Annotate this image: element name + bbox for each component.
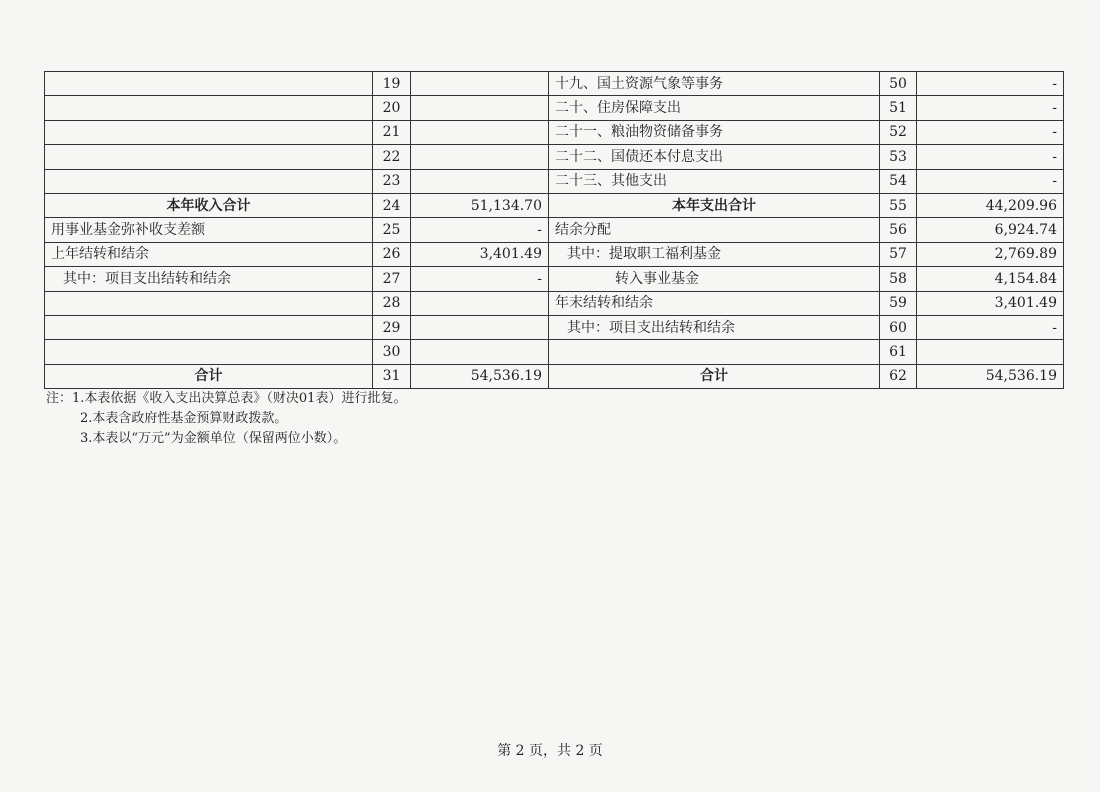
budget-table xyxy=(44,71,1064,389)
right-amount: - xyxy=(917,120,1064,144)
right-amount: 54,536.19 xyxy=(917,364,1064,388)
right-amount: 2,769.89 xyxy=(917,242,1064,266)
right-item-label: 其中：提取职工福利基金 xyxy=(549,242,880,266)
right-row-number: 62 xyxy=(880,364,917,388)
left-item-label xyxy=(45,291,373,315)
right-row-number: 60 xyxy=(880,315,917,339)
right-item-label: 其中：项目支出结转和结余 xyxy=(549,315,880,339)
left-row-number: 23 xyxy=(373,169,411,193)
right-row-number: 58 xyxy=(880,267,917,291)
left-row-number: 21 xyxy=(373,120,411,144)
left-amount xyxy=(411,169,549,193)
right-item-label: 二十一、粮油物资储备事务 xyxy=(549,120,880,144)
table-row xyxy=(45,364,1064,388)
table-row xyxy=(45,340,1064,364)
right-row-number: 57 xyxy=(880,242,917,266)
right-item-label: 合计 xyxy=(549,364,880,388)
right-amount: 44,209.96 xyxy=(917,193,1064,217)
right-row-number: 61 xyxy=(880,340,917,364)
page-number: 第 2 页，共 2 页 xyxy=(497,743,603,759)
left-amount: - xyxy=(411,267,549,291)
table-row xyxy=(45,193,1064,217)
right-row-number: 50 xyxy=(880,72,917,96)
left-item-label xyxy=(45,169,373,193)
right-item-label: 年末结转和结余 xyxy=(549,291,880,315)
right-row-number: 59 xyxy=(880,291,917,315)
left-row-number: 19 xyxy=(373,72,411,96)
table-row xyxy=(45,242,1064,266)
left-row-number: 24 xyxy=(373,193,411,217)
left-item-label xyxy=(45,145,373,169)
right-amount: - xyxy=(917,315,1064,339)
right-amount: 3,401.49 xyxy=(917,291,1064,315)
left-amount: 51,134.70 xyxy=(411,193,549,217)
right-row-number: 51 xyxy=(880,96,917,120)
table-row xyxy=(45,145,1064,169)
right-amount: - xyxy=(917,169,1064,193)
left-item-label: 合计 xyxy=(45,364,373,388)
right-item-label: 二十、住房保障支出 xyxy=(549,96,880,120)
right-item-label: 二十二、国债还本付息支出 xyxy=(549,145,880,169)
right-row-number: 56 xyxy=(880,218,917,242)
table-row xyxy=(45,218,1064,242)
left-item-label xyxy=(45,72,373,96)
table-row xyxy=(45,267,1064,291)
left-amount xyxy=(411,291,549,315)
table-row xyxy=(45,96,1064,120)
left-row-number: 27 xyxy=(373,267,411,291)
note-1: 注：1.本表依据《收入支出决算总表》（财决01表）进行批复。 xyxy=(46,391,407,406)
left-item-label: 上年结转和结余 xyxy=(45,242,373,266)
left-item-label: 本年收入合计 xyxy=(45,193,373,217)
note-3: 3.本表以“万元”为金额单位（保留两位小数）。 xyxy=(80,431,347,446)
left-item-label xyxy=(45,340,373,364)
left-row-number: 28 xyxy=(373,291,411,315)
right-row-number: 55 xyxy=(880,193,917,217)
notes xyxy=(46,389,406,449)
left-amount xyxy=(411,96,549,120)
left-row-number: 31 xyxy=(373,364,411,388)
table-row xyxy=(45,315,1064,339)
left-item-label xyxy=(45,315,373,339)
right-row-number: 53 xyxy=(880,145,917,169)
right-item-label: 结余分配 xyxy=(549,218,880,242)
right-amount: - xyxy=(917,145,1064,169)
left-row-number: 20 xyxy=(373,96,411,120)
right-item-label: 二十三、其他支出 xyxy=(549,169,880,193)
right-row-number: 52 xyxy=(880,120,917,144)
right-item-label xyxy=(549,340,880,364)
left-amount xyxy=(411,315,549,339)
left-amount xyxy=(411,120,549,144)
left-amount: 3,401.49 xyxy=(411,242,549,266)
table-row xyxy=(45,169,1064,193)
left-item-label: 其中：项目支出结转和结余 xyxy=(45,267,373,291)
right-amount: - xyxy=(917,96,1064,120)
table-row xyxy=(45,291,1064,315)
left-row-number: 26 xyxy=(373,242,411,266)
budget-table-body xyxy=(45,72,1064,389)
right-item-label: 转入事业基金 xyxy=(549,267,880,291)
right-item-label: 本年支出合计 xyxy=(549,193,880,217)
left-item-label xyxy=(45,120,373,144)
left-amount xyxy=(411,72,549,96)
right-amount: 6,924.74 xyxy=(917,218,1064,242)
left-row-number: 25 xyxy=(373,218,411,242)
left-amount xyxy=(411,340,549,364)
left-row-number: 29 xyxy=(373,315,411,339)
left-row-number: 30 xyxy=(373,340,411,364)
left-amount: - xyxy=(411,218,549,242)
right-amount: 4,154.84 xyxy=(917,267,1064,291)
right-row-number: 54 xyxy=(880,169,917,193)
note-2: 2.本表含政府性基金预算财政拨款。 xyxy=(80,411,288,426)
table-row xyxy=(45,72,1064,96)
left-item-label: 用事业基金弥补收支差额 xyxy=(45,218,373,242)
left-amount: 54,536.19 xyxy=(411,364,549,388)
right-amount xyxy=(917,340,1064,364)
left-item-label xyxy=(45,96,373,120)
right-item-label: 十九、国土资源气象等事务 xyxy=(549,72,880,96)
table-row xyxy=(45,120,1064,144)
left-row-number: 22 xyxy=(373,145,411,169)
right-amount: - xyxy=(917,72,1064,96)
left-amount xyxy=(411,145,549,169)
